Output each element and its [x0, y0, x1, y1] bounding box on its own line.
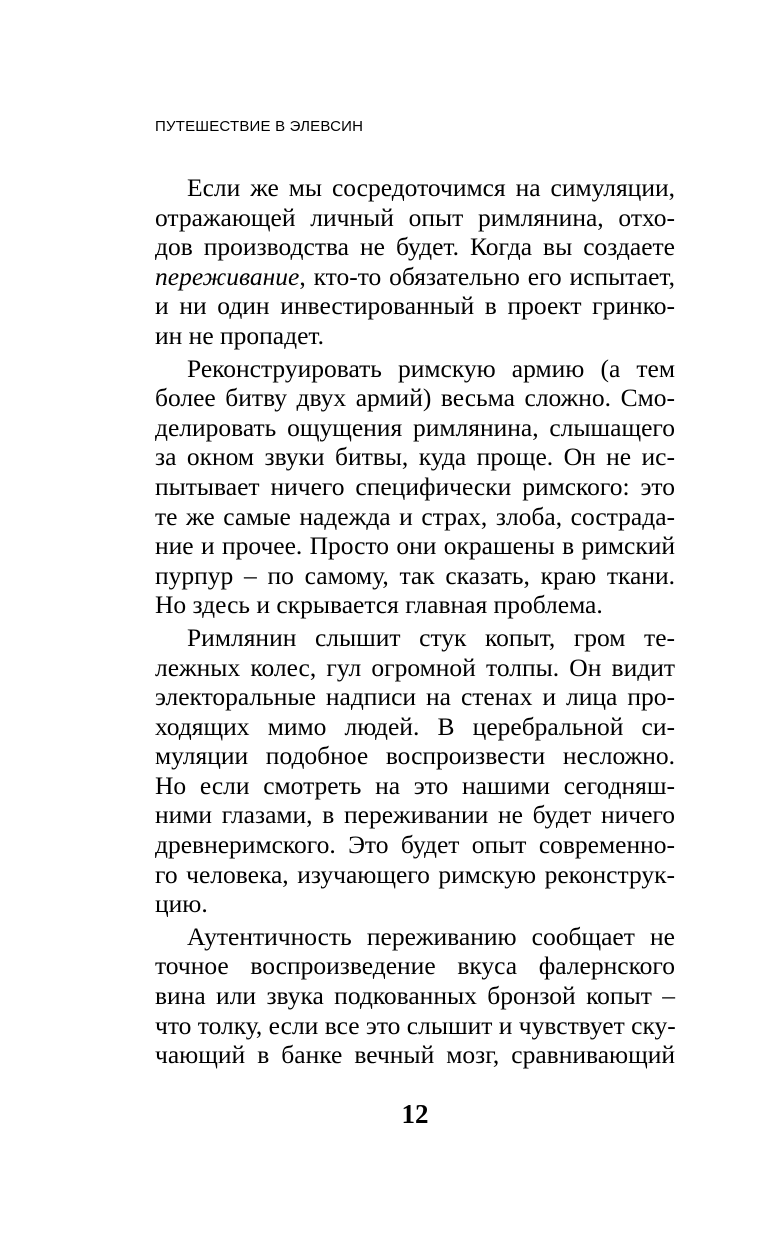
text-line: точное воспроизведение вкуса фалернского [155, 951, 675, 981]
text-line: те же самые надежда и страх, злоба, сострада- [155, 501, 675, 531]
text-line: делировать ощущения римлянина, слышащего [155, 412, 675, 442]
text-line: более битву двух армий) весьма сложно. Смо- [155, 383, 675, 413]
body-text [155, 173, 675, 1070]
text-line: Но если смотреть на это нашими сегодняш- [155, 770, 675, 800]
text-line: отражающей личный опыт римлянина, отхо- [155, 202, 675, 232]
text-line: дов производства не будет. Когда вы создаете [155, 232, 675, 262]
text-line: ние и прочее. Просто они окрашены в римский [155, 531, 675, 561]
text-line: го человека, изучающего римскую реконструк- [155, 859, 675, 889]
paragraph-3 [155, 623, 675, 919]
text-line: за окном звуки битвы, куда проще. Он не ис- [155, 442, 675, 472]
text-line: пытывает ничего специфически римского: это [155, 471, 675, 501]
text-line: и ни один инвестированный в проект гринко- [155, 291, 675, 321]
text-line: электоральные надписи на стенах и лица про- [155, 682, 675, 712]
page-number: 12 [401, 1099, 429, 1129]
text-line: Но здесь и скрывается главная проблема. [155, 590, 603, 620]
text-line: Римлянин слышит стук копыт, гром те- [187, 622, 675, 652]
text-run: , кто-то обязательно его испытает, [299, 261, 675, 291]
text-line: Если же мы сосредоточимся на симуляции, [187, 173, 675, 202]
text-line: лежных колес, гул огромной толпы. Он видит [155, 652, 675, 682]
text-line: древнеримского. Это будет опыт современно- [155, 830, 675, 860]
text-line: вина или звука подкованных бронзой копыт – [155, 981, 675, 1011]
text-line: чающий в банке вечный мозг, сравнивающий [155, 1040, 675, 1070]
text-line: что толку, если все это слышит и чувствует ску- [155, 1010, 676, 1040]
text-line: Аутентичность переживанию сообщает не [187, 921, 675, 951]
text-line: пурпур – по самому, так сказать, краю ткани. [155, 560, 675, 590]
text-line: ходящих мимо людей. В церебральной си- [155, 711, 675, 741]
text-line: муляции подобное воспроизвести несложно. [155, 741, 675, 771]
text-line [155, 262, 675, 292]
paragraph-2 [155, 354, 675, 620]
text-line: ними глазами, в переживании не будет ничего [155, 800, 675, 830]
paragraph-1 [155, 173, 675, 351]
italic-term: переживание [155, 261, 300, 291]
paragraph-4 [155, 922, 675, 1070]
text-line: цию. [155, 889, 208, 919]
running-title: ПУТЕШЕСТВИЕ В ЭЛЕВСИН [155, 118, 364, 135]
text-line: Реконструировать римскую армию (а тем [187, 353, 675, 383]
text-line: ин не пропадет. [155, 320, 325, 350]
